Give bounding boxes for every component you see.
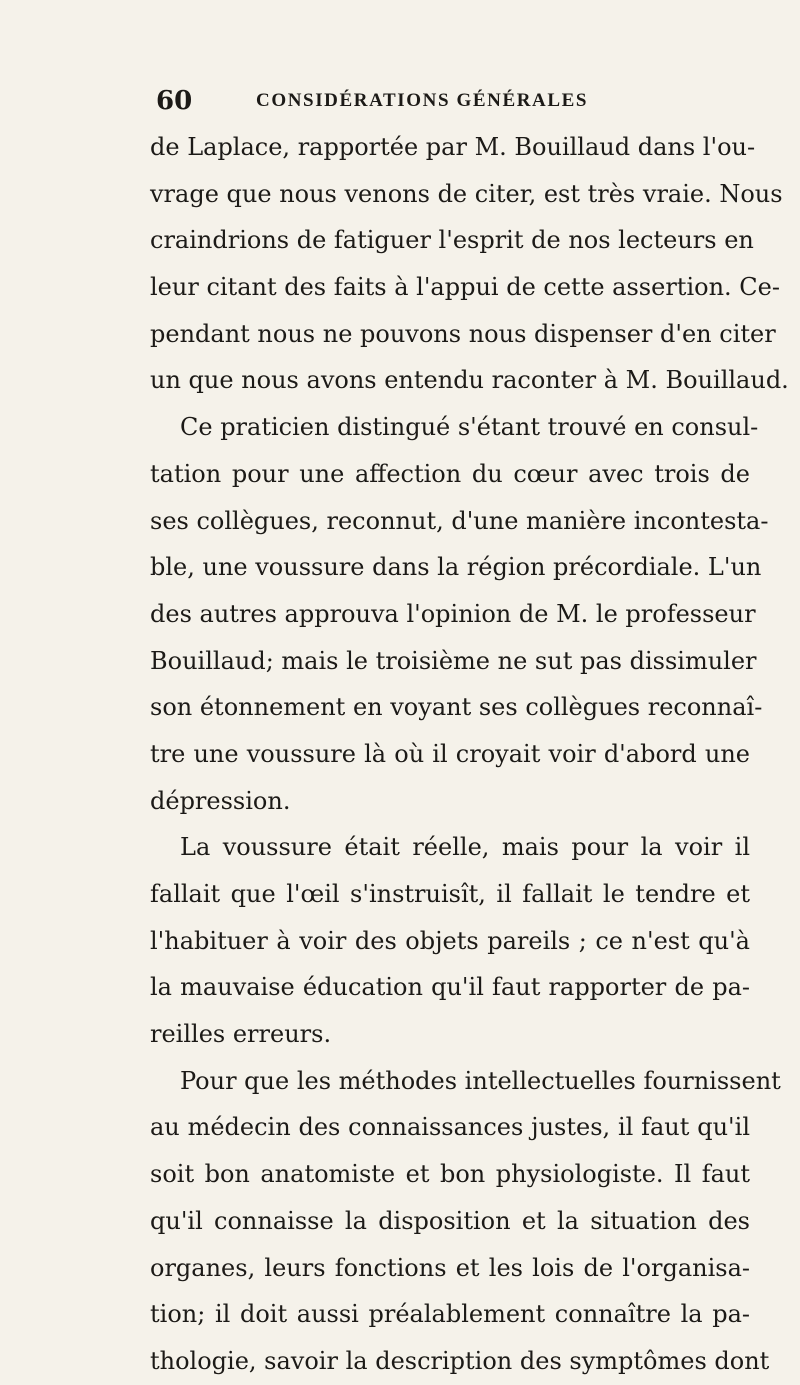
- text-line: Ce praticien distingué s'étant trouvé en consul-: [180, 413, 759, 442]
- text-line: organes, leurs fonctions et les lois de l'organisa-: [150, 1253, 750, 1282]
- text-line: ble, une voussure dans la région précordiale. L'un: [150, 553, 762, 582]
- text-line: vrage que nous venons de citer, est très vraie. Nous: [150, 179, 783, 208]
- text-line: de Laplace, rapportée par M. Bouillaud dans l'ou-: [150, 133, 756, 161]
- text-line: craindrions de fatiguer l'esprit de nos lecteurs en: [150, 226, 754, 255]
- text-line: tre une voussure là où il croyait voir d'abord une: [150, 739, 750, 768]
- text-line: leur citant des faits à l'appui de cette assertion. Ce-: [150, 273, 780, 302]
- text-line: Pour que les méthodes intellectuelles fournissent: [180, 1066, 781, 1095]
- text-line: la mauvaise éducation qu'il faut rapporter de pa-: [150, 973, 750, 1002]
- text-line: des autres approuva l'opinion de M. le professeur: [150, 599, 756, 628]
- text-line: pendant nous ne pouvons nous dispenser d'en citer: [150, 319, 776, 348]
- text-line: un que nous avons entendu raconter à M. Bouillaud.: [150, 366, 789, 395]
- text-line: soit bon anatomiste et bon physiologiste. Il faut: [150, 1160, 750, 1189]
- body-text: [150, 124, 789, 1385]
- text-line: ses collègues, reconnut, d'une manière incontesta-: [150, 506, 769, 535]
- page-number: 60: [156, 86, 193, 116]
- text-line: qu'il connaisse la disposition et la situation des: [150, 1206, 750, 1235]
- text-line: tation pour une affection du cœur avec trois de: [150, 459, 750, 488]
- text-line: tion; il doit aussi préalablement connaître la pa-: [150, 1300, 750, 1329]
- text-line: La voussure était réelle, mais pour la voir il: [180, 833, 750, 862]
- text-line: Bouillaud; mais le troisième ne sut pas dissimuler: [150, 646, 757, 675]
- text-line: fallait que l'œil s'instruisît, il fallait le tendre et: [150, 880, 750, 908]
- text-line: son étonnement en voyant ses collègues reconnaî-: [150, 693, 763, 722]
- running-head: [156, 80, 756, 120]
- text-line: l'habituer à voir des objets pareils ; ce n'est qu'à: [150, 926, 750, 955]
- running-title: CONSIDÉRATIONS GÉNÉRALES: [256, 90, 589, 111]
- text-line: au médecin des connaissances justes, il faut qu'il: [150, 1113, 750, 1142]
- text-line: dépression.: [150, 786, 291, 815]
- text-line: reilles erreurs.: [150, 1020, 332, 1049]
- text-line: thologie, savoir la description des symptômes dont: [150, 1346, 770, 1375]
